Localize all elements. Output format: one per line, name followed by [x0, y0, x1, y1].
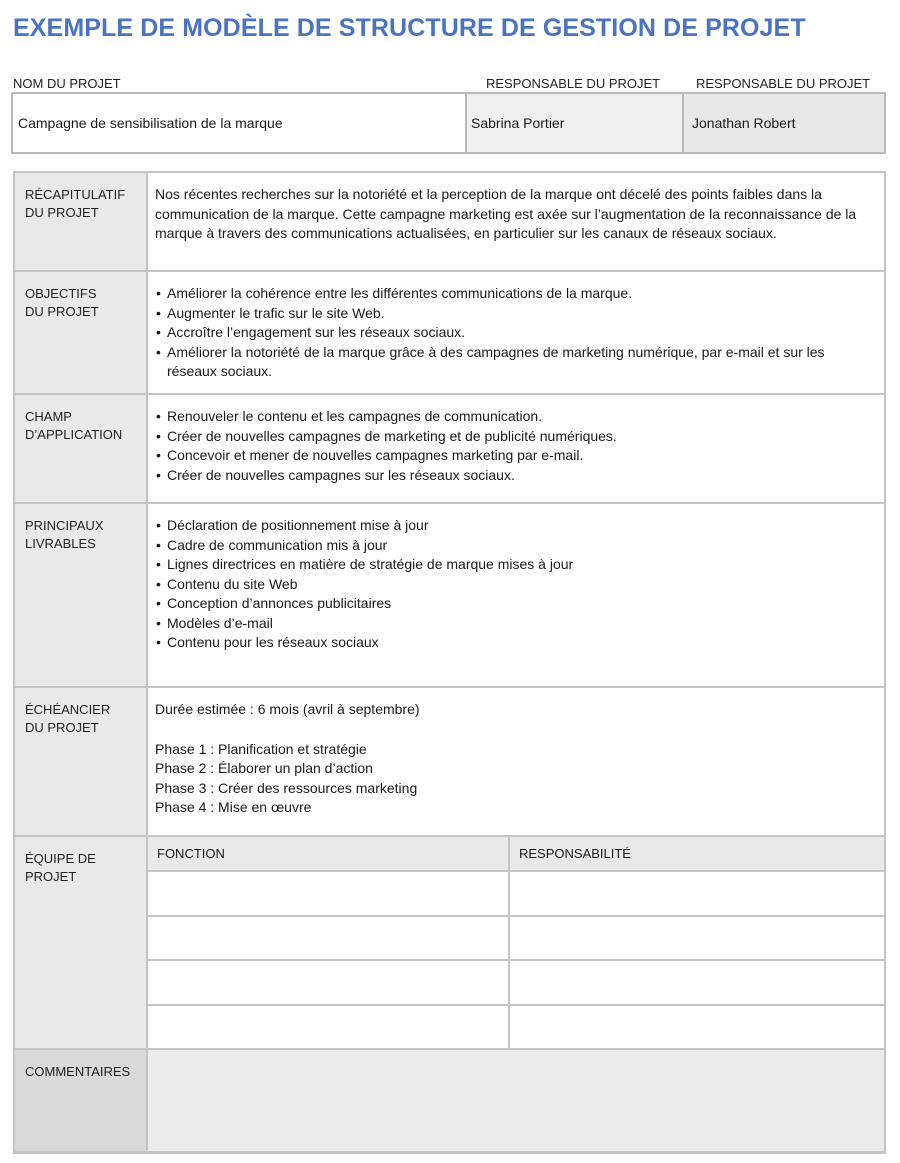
schedule-row [15, 688, 884, 837]
project-name-field[interactable]: Campagne de sensibilisation de la marque [13, 94, 465, 152]
list-item: • Contenu du site Web [155, 575, 878, 595]
comments-row [15, 1050, 884, 1151]
schedule-phase: Phase 4 : Mise en œuvre [155, 799, 312, 815]
team-label: ÉQUIPE DE PROJET [15, 837, 148, 1048]
summary-text[interactable]: Nos récentes recherches sur la notoriété et la perception de la marque ont décelé des points faibles dans la communication de la marque. Cette campagne marketing est axée sur l’augmentation de la reconnaissance de la marque à travers des communications actualisées, en particulier sur les canaux de réseaux sociaux. [155, 186, 857, 241]
list-item: • Accroître l’engagement sur les réseaux sociaux. [155, 323, 878, 343]
list-item: • Améliorer la cohérence entre les différentes communications de la marque. [155, 284, 878, 304]
deliverables-row [15, 504, 884, 688]
list-item: • Lignes directrices en matière de stratégie de marque mises à jour [155, 555, 878, 575]
deliverables-list [155, 516, 878, 653]
list-item: • Contenu pour les réseaux sociaux [155, 633, 878, 653]
list-item: • Renouveler le contenu et les campagnes de communication. [155, 407, 878, 427]
table-row [148, 871, 884, 916]
deliverables-label: PRINCIPAUX LIVRABLES [15, 504, 148, 686]
comments-field[interactable] [148, 1050, 884, 1151]
table-row [148, 1005, 884, 1050]
column-header-function: FONCTION [148, 837, 509, 871]
objectives-label: OBJECTIFS DU PROJET [15, 272, 148, 393]
list-item: • Conception d’annonces publicitaires [155, 594, 878, 614]
schedule-duration: Durée estimée : 6 mois (avril à septembre) [155, 701, 420, 717]
objectives-list [155, 284, 878, 382]
function-cell[interactable] [148, 916, 509, 961]
schedule-content[interactable] [148, 688, 884, 835]
manager-label-2: RESPONSABLE DU PROJET [696, 76, 871, 91]
list-item: • Créer de nouvelles campagnes sur les réseaux sociaux. [155, 466, 878, 486]
project-header-box [11, 92, 886, 154]
scope-label: CHAMP D’APPLICATION [15, 395, 148, 502]
deliverables-content[interactable] [148, 504, 884, 686]
scope-list [155, 407, 878, 485]
responsibility-cell[interactable] [509, 960, 884, 1005]
list-item: • Améliorer la notoriété de la marque grâce à des campagnes de marketing numérique, par e-mail et sur les réseaux sociaux. [155, 343, 878, 382]
team-row [15, 837, 884, 1050]
list-item: • Modèles d’e-mail [155, 614, 878, 634]
list-item: • Déclaration de positionnement mise à jour [155, 516, 878, 536]
column-header-responsibility: RESPONSABILITÉ [509, 837, 884, 871]
list-item: • Créer de nouvelles campagnes de marketing et de publicité numériques. [155, 427, 878, 447]
manager-2-field[interactable]: Jonathan Robert [682, 94, 884, 152]
table-row [148, 916, 884, 961]
list-item: • Augmenter le trafic sur le site Web. [155, 304, 878, 324]
list-item: • Concevoir et mener de nouvelles campagnes marketing par e-mail. [155, 446, 878, 466]
responsibility-cell[interactable] [509, 871, 884, 916]
project-name-label: NOM DU PROJET [13, 76, 121, 91]
schedule-phase: Phase 1 : Planification et stratégie [155, 740, 367, 757]
schedule-phase: Phase 3 : Créer des ressources marketing [155, 779, 418, 796]
objectives-content[interactable] [148, 272, 884, 393]
function-cell[interactable] [148, 960, 509, 1005]
function-cell[interactable] [148, 871, 509, 916]
team-table [148, 837, 884, 1049]
scope-content[interactable] [148, 395, 884, 502]
responsibility-cell[interactable] [509, 916, 884, 961]
team-table-header [148, 837, 884, 871]
responsibility-cell[interactable] [509, 1005, 884, 1050]
summary-label: RÉCAPITULATIF DU PROJET [15, 173, 148, 270]
table-row [148, 960, 884, 1005]
manager-label-1: RESPONSABLE DU PROJET [486, 76, 661, 91]
schedule-phase: Phase 2 : Élaborer un plan d’action [155, 760, 373, 776]
summary-row [15, 173, 884, 272]
project-structure-table [13, 171, 886, 1154]
function-cell[interactable] [148, 1005, 509, 1050]
objectives-row [15, 272, 884, 395]
schedule-label: ÉCHÉANCIER DU PROJET [15, 688, 148, 835]
comments-label: COMMENTAIRES [15, 1050, 148, 1151]
list-item: • Cadre de communication mis à jour [155, 536, 878, 556]
team-content [148, 837, 884, 1048]
scope-row [15, 395, 884, 504]
manager-1-field[interactable]: Sabrina Portier [465, 94, 682, 152]
page-title: EXEMPLE DE MODÈLE DE STRUCTURE DE GESTION DE PROJET [13, 14, 806, 42]
